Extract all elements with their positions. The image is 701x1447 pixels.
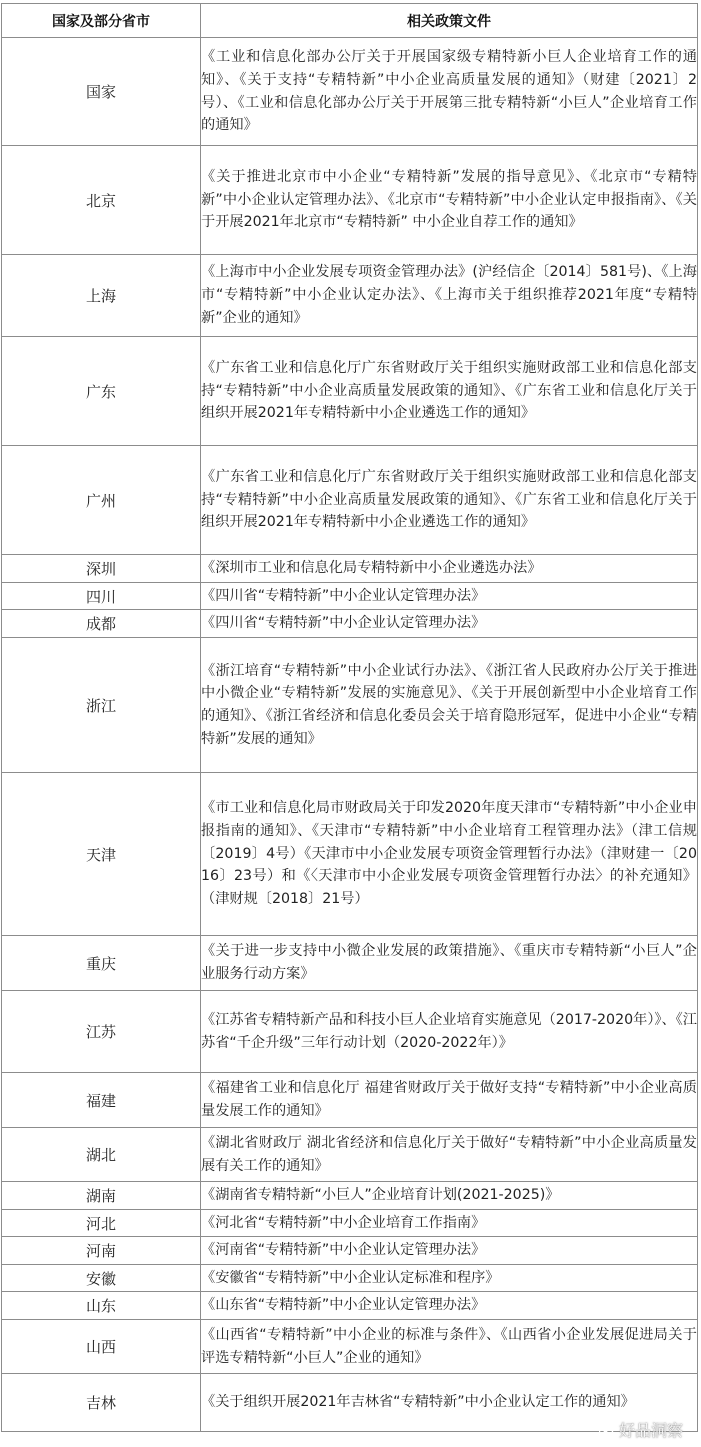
policy-docs-cell: 《浙江培育“专精特新”中小企业试行办法》、《浙江省人民政府办公厅关于推进中小微企业“专精特新”发展的实施意见》、《关于开展创新型中小企业培育工作的通知》、《浙江省经济和信息化委员会关于培育隐形冠军，促进中小企业“专精特新”发展的通知》 [201,638,698,773]
header-docs: 相关政策文件 [201,4,698,38]
table-row [2,337,698,446]
region-cell: 广东 [2,337,201,446]
table-row [2,1374,698,1432]
table-row [2,255,698,337]
region-cell: 重庆 [2,936,201,991]
policy-docs-cell: 《河南省“专精特新”中小企业认定管理办法》 [201,1237,698,1265]
region-cell: 江苏 [2,991,201,1073]
policy-docs-cell: 《河北省“专精特新”中小企业培育工作指南》 [201,1210,698,1237]
table-row [2,1320,698,1374]
policy-docs-cell: 《关于推进北京市中小企业“专精特新”发展的指导意见》、《北京市“专精特新”中小企业认定管理办法》、《北京市“专精特新”中小企业认定申报指南》、《关于开展2021年北京市“专精特新” 中小企业自荐工作的通知》 [201,146,698,255]
policy-docs-cell: 《市工业和信息化局市财政局关于印发2020年度天津市“专精特新”中小企业申报指南的通知》、《天津市“专精特新”中小企业培育工程管理办法》（津工信规〔2019〕4号）《天津市中小企业发展专项资金管理暂行办法》（津财建一〔2016〕23号）和《〈天津市中小企业发展专项资金管理暂行办法〉的补充通知》（津财规〔2018〕21号） [201,773,698,936]
policy-docs-cell: 《工业和信息化部办公厅关于开展国家级专精特新小巨人企业培育工作的通知》、《关于支持“专精特新”中小企业高质量发展的通知》（财建〔2021〕2号）、《工业和信息化部办公厅关于开展第三批专精特新“小巨人”企业培育工作的通知》 [201,38,698,146]
region-cell: 山西 [2,1320,201,1374]
policy-docs-cell: 《广东省工业和信息化厅广东省财政厅关于组织实施财政部工业和信息化部支持“专精特新”中小企业高质量发展政策的通知》、《广东省工业和信息化厅关于组织开展2021年专精特新中小企业遴选工作的通知》 [201,337,698,446]
table-row [2,1128,698,1182]
region-cell: 湖北 [2,1128,201,1182]
table-row [2,1073,698,1128]
table-row [2,1210,698,1237]
policy-docs-cell: 《江苏省专精特新产品和科技小巨人企业培育实施意见（2017-2020年）》、《江苏省“千企升级”三年行动计划（2020-2022年）》 [201,991,698,1073]
policy-docs-cell: 《关于组织开展2021年吉林省“专精特新”中小企业认定工作的通知》 [201,1374,698,1432]
policy-docs-cell: 《广东省工业和信息化厅广东省财政厅关于组织实施财政部工业和信息化部支持“专精特新”中小企业高质量发展政策的通知》、《广东省工业和信息化厅关于组织开展2021年专精特新中小企业遴选工作的通知》 [201,446,698,555]
table-row [2,1182,698,1210]
region-cell: 天津 [2,773,201,936]
region-cell: 吉林 [2,1374,201,1432]
policy-docs-cell: 《关于进一步支持中小微企业发展的政策措施》、《重庆市专精特新“小巨人”企业服务行动方案》 [201,936,698,991]
region-cell: 广州 [2,446,201,555]
table-row [2,773,698,936]
region-cell: 深圳 [2,555,201,583]
policy-docs-cell: 《福建省工业和信息化厅 福建省财政厅关于做好支持“专精特新”中小企业高质量发展工作的通知》 [201,1073,698,1128]
policy-docs-cell: 《安徽省“专精特新”中小企业认定标准和程序》 [201,1265,698,1292]
table-row [2,555,698,583]
table-row [2,1237,698,1265]
region-cell: 北京 [2,146,201,255]
table-row [2,1265,698,1292]
region-cell: 成都 [2,610,201,638]
region-cell: 山东 [2,1292,201,1320]
table-row [2,638,698,773]
policy-docs-cell: 《四川省“专精特新”中小企业认定管理办法》 [201,583,698,610]
region-cell: 上海 [2,255,201,337]
table-row [2,146,698,255]
table-row [2,991,698,1073]
policy-docs-cell: 《四川省“专精特新”中小企业认定管理办法》 [201,610,698,638]
region-cell: 浙江 [2,638,201,773]
table-row [2,583,698,610]
policy-docs-cell: 《山东省“专精特新”中小企业认定管理办法》 [201,1292,698,1320]
policy-docs-cell: 《湖北省财政厅 湖北省经济和信息化厅关于做好“专精特新”中小企业高质量发展有关工作的通知》 [201,1128,698,1182]
header-region: 国家及部分省市 [2,4,201,38]
region-cell: 安徽 [2,1265,201,1292]
policy-docs-cell: 《山西省“专精特新”中小企业的标准与条件》、《山西省小企业发展促进局关于评选专精特新“小巨人”企业的通知》 [201,1320,698,1374]
table-row [2,1292,698,1320]
table-row [2,38,698,146]
region-cell: 河南 [2,1237,201,1265]
watermark-text: 好品洞察 [618,1421,683,1440]
policy-docs-cell: 《上海市中小企业发展专项资金管理办法》(沪经信企〔2014〕581号)、《上海市“专精特新”中小企业认定办法》、《上海市关于组织推荐2021年度“专精特新”企业的通知》 [201,255,698,337]
weibo-watermark [599,1418,683,1441]
policy-table [1,3,698,1432]
table-row [2,936,698,991]
region-cell: 河北 [2,1210,201,1237]
policy-docs-cell: 《湖南省专精特新“小巨人”企业培育计划(2021-2025)》 [201,1182,698,1210]
table-header-row [2,4,698,38]
region-cell: 四川 [2,583,201,610]
region-cell: 国家 [2,38,201,146]
table-row [2,446,698,555]
region-cell: 湖南 [2,1182,201,1210]
weibo-icon [599,1423,615,1437]
policy-docs-cell: 《深圳市工业和信息化局专精特新中小企业遴选办法》 [201,555,698,583]
region-cell: 福建 [2,1073,201,1128]
table-row [2,610,698,638]
